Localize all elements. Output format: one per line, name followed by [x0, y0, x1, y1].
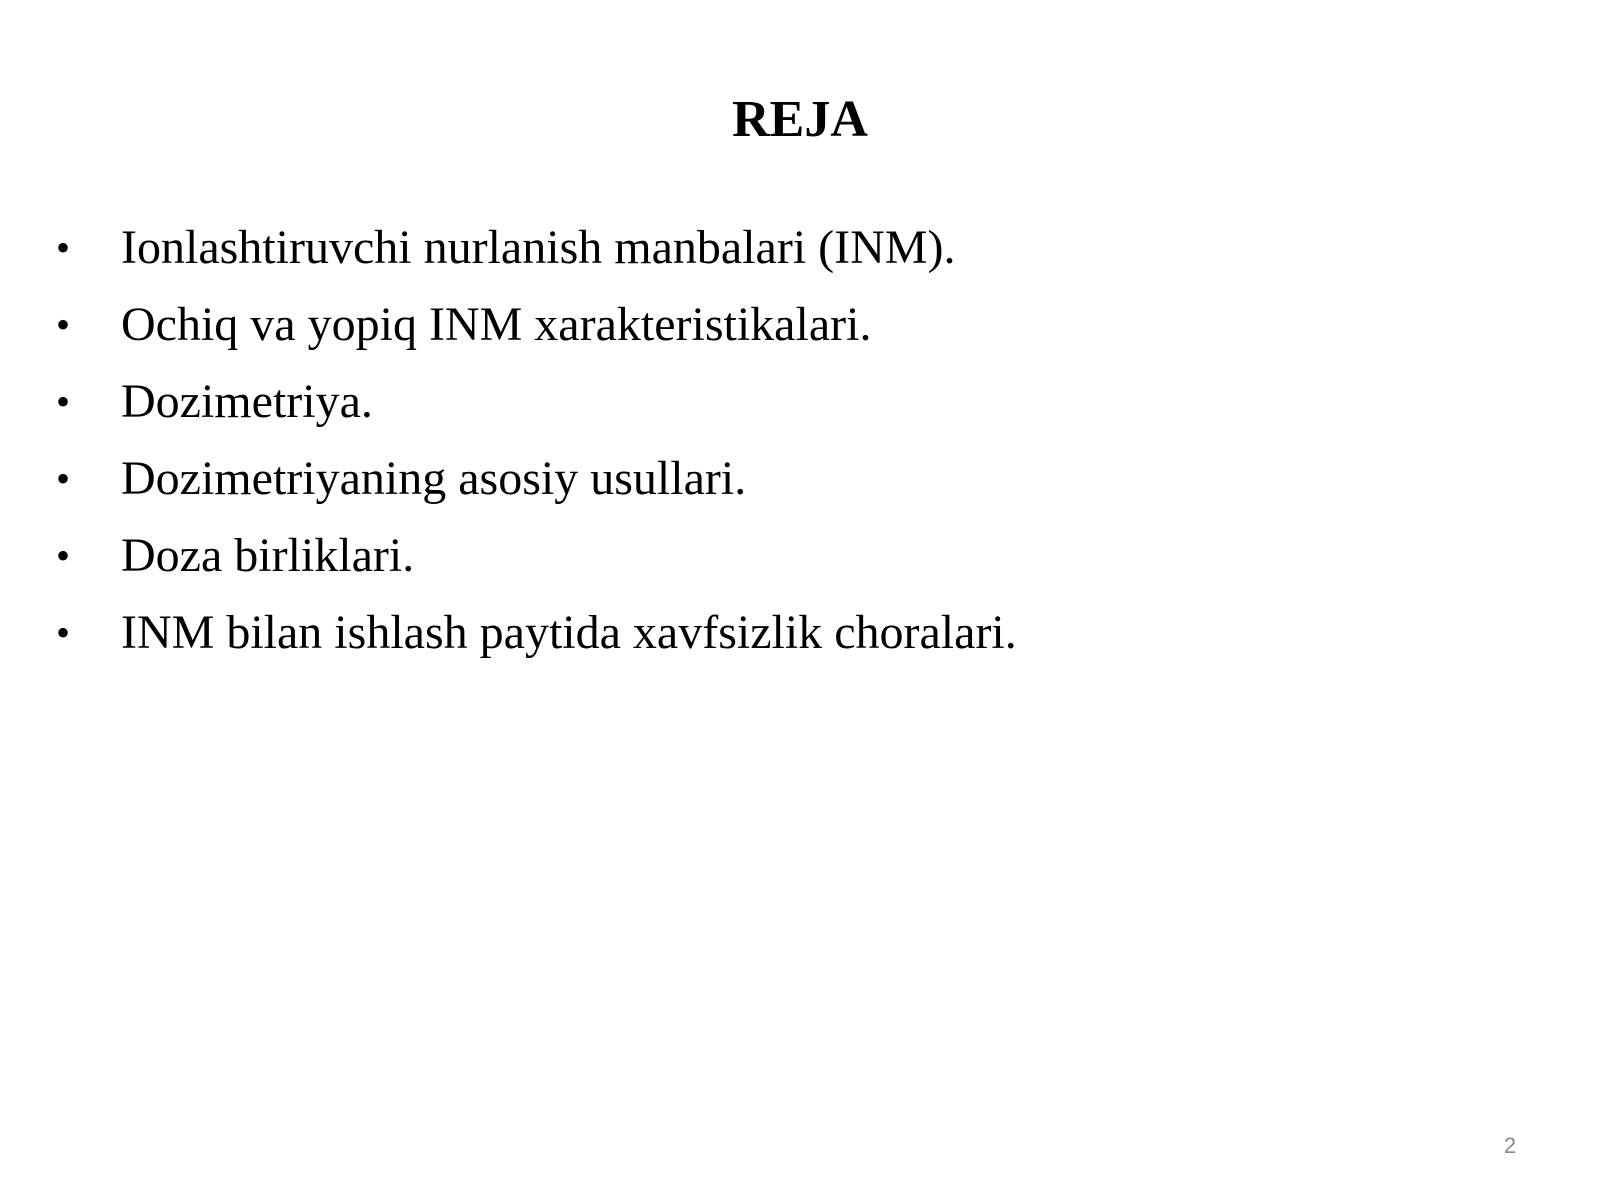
- list-item-text: Dozimetriyaning asosiy usullari.: [121, 452, 747, 505]
- list-item-text: Doza birliklari.: [121, 529, 415, 582]
- list-item: [56, 291, 1516, 368]
- bullet-list: [56, 214, 1516, 676]
- list-item-text: Dozimetriya.: [121, 375, 373, 428]
- list-item: [56, 214, 1516, 291]
- page-number: 2: [1503, 1133, 1517, 1158]
- slide-title: REJA: [732, 91, 868, 148]
- list-item: [56, 522, 1516, 599]
- list-item-text: Ionlashtiruvchi nurlanish manbalari (INM).: [121, 221, 956, 274]
- list-item-text: INM bilan ishlash paytida xavfsizlik choralari.: [121, 606, 1017, 659]
- list-item: [56, 368, 1516, 445]
- bullet-icon: •: [56, 302, 71, 347]
- bullet-icon: •: [56, 533, 71, 578]
- bullet-icon: •: [56, 610, 71, 655]
- list-item: [56, 445, 1516, 522]
- bullet-icon: •: [56, 456, 71, 501]
- list-item-text: Ochiq va yopiq INM xarakteristikalari.: [121, 298, 872, 351]
- list-item: [56, 599, 1516, 676]
- bullet-icon: •: [56, 379, 71, 424]
- bullet-icon: •: [56, 225, 71, 270]
